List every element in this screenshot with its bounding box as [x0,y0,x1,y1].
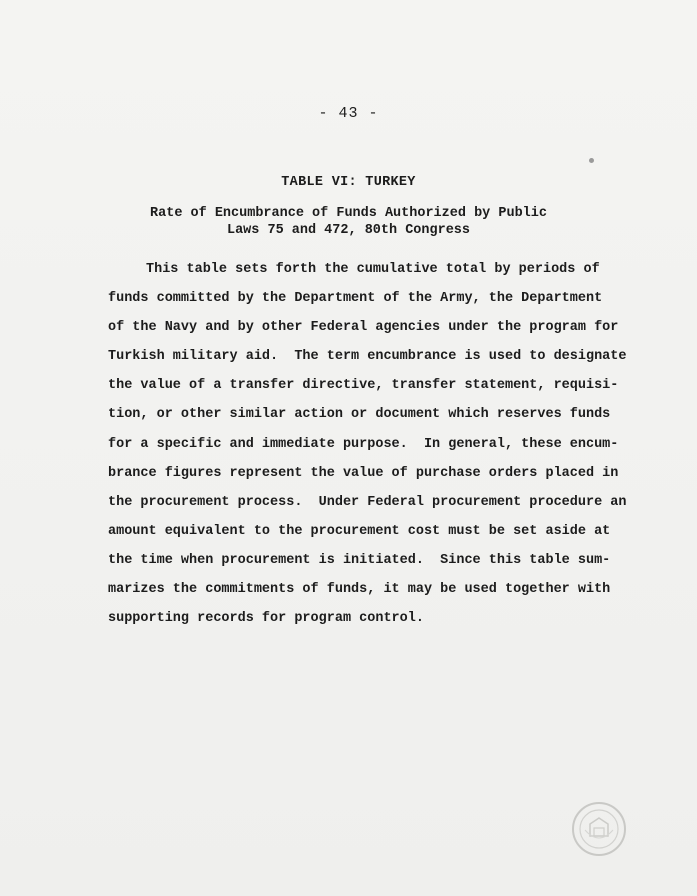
subtitle-line-2: Laws 75 and 472, 80th Congress [226,223,471,238]
page-number: - 43 - [318,105,379,122]
body-line: brance figures represent the value of purchase orders placed in [108,465,619,481]
library-stamp-icon [570,800,628,858]
body-line: amount equivalent to the procurement cost must be set aside at [108,523,611,539]
table-title: TABLE VI: TURKEY [281,175,416,190]
body-line: supporting records for program control. [108,611,424,627]
body-line: funds committed by the Department of the Army, the Department [108,291,603,307]
body-line: for a specific and immediate purpose. In general, these encum- [108,436,619,452]
body-line: marizes the commitments of funds, it may be used together with [108,582,611,598]
body-line: This table sets forth the cumulative total by periods of [146,262,600,277]
body-paragraph [108,260,627,638]
body-line: of the Navy and by other Federal agencies under the program for [108,320,619,336]
body-line: the procurement process. Under Federal procurement procedure an [108,494,627,510]
body-line: the time when procurement is initiated. Since this table sum- [108,552,611,568]
body-line: tion, or other similar action or document which reserves funds [108,407,611,423]
subtitle-line-1: Rate of Encumbrance of Funds Authorized by Public [150,206,547,221]
ink-speck [589,158,594,163]
table-subtitle [0,205,697,239]
body-line: the value of a transfer directive, transfer statement, requisi- [108,378,619,394]
body-line: Turkish military aid. The term encumbrance is used to designate [108,349,627,365]
